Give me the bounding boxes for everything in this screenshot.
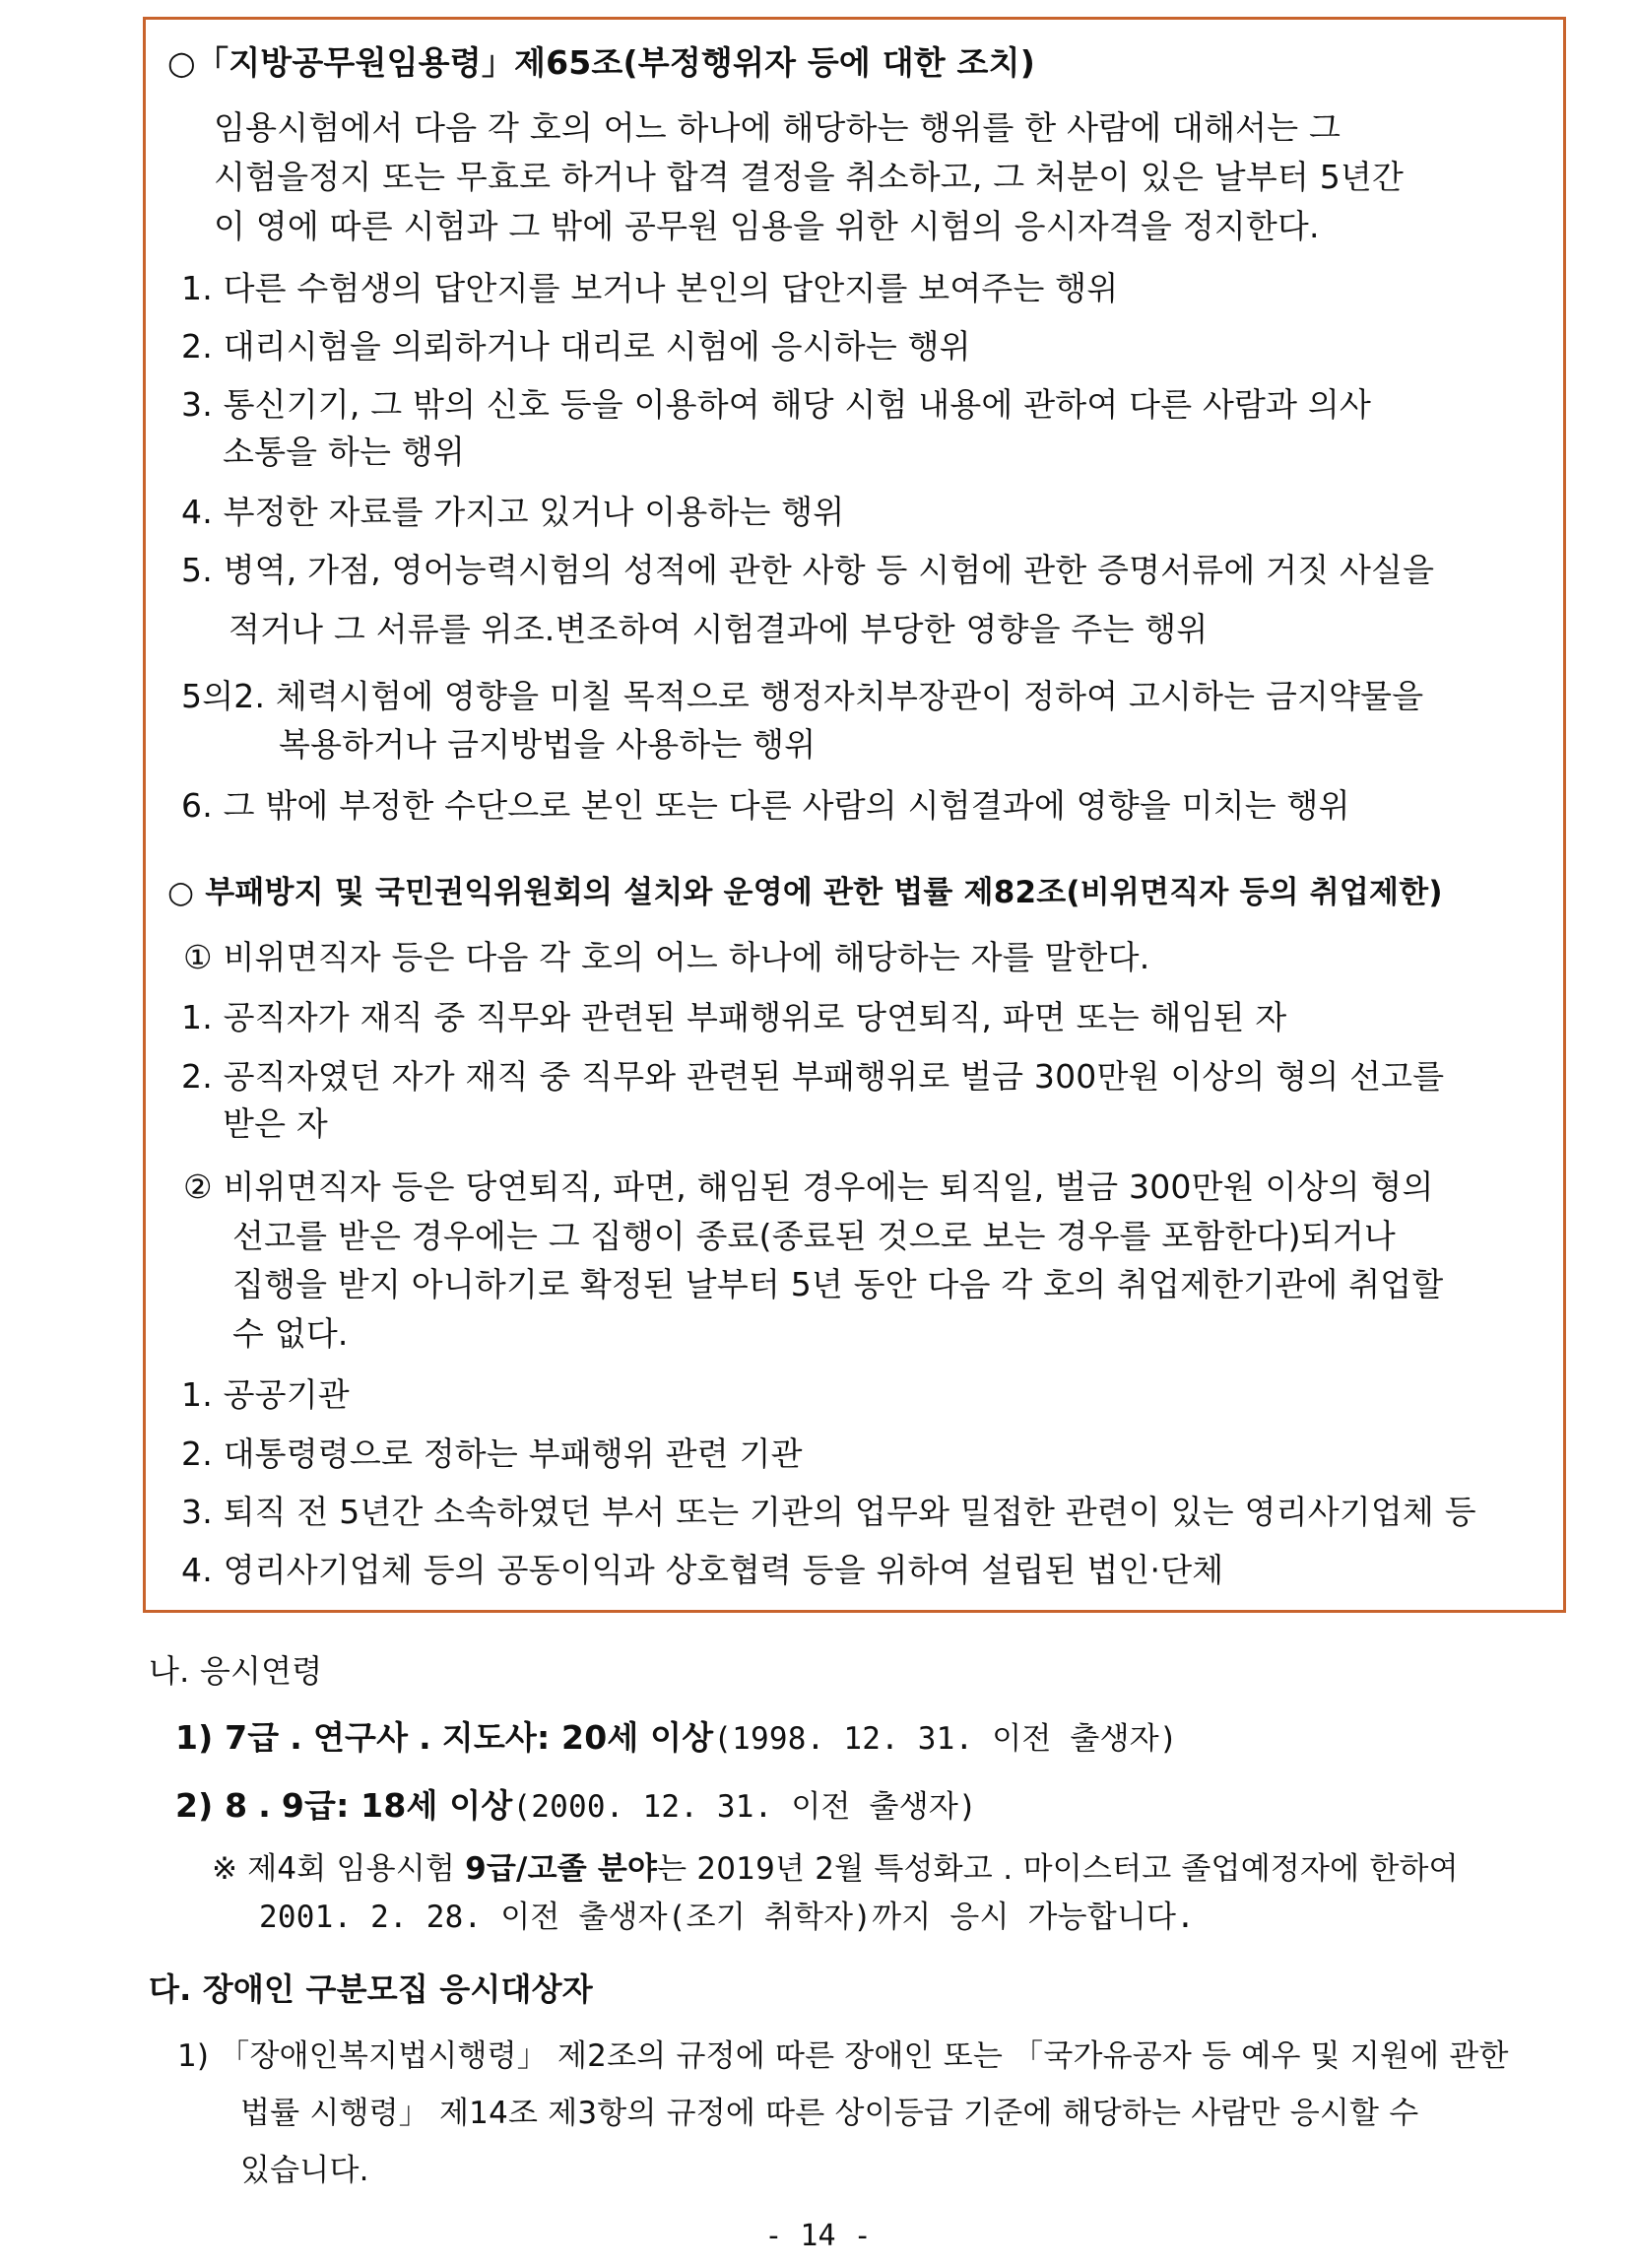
age-item-1 — [175, 1717, 1178, 1760]
section2-clause-2-item-2: 2. 대통령령으로 정하는 부패행위 관련 기관 — [181, 1434, 803, 1473]
age-item-2-detail: (2000. 12. 31. 이전 출생자) — [512, 1789, 977, 1825]
age-item-2-label: 2) 8 ․ 9급: 18세 이상 — [175, 1786, 513, 1825]
age-item-1-label: 1) 7급 ․ 연구사 ․ 지도사: 20세 이상 — [175, 1718, 714, 1757]
disability-line-2: 법률 시행령」 제14조 제3항의 규정에 따른 상이등급 기준에 해당하는 사람만 응시할 수 — [240, 2096, 1419, 2131]
section2-clause-2-cont-1: 선고를 받은 경우에는 그 집행이 종료(종료된 것으로 보는 경우를 포함한다)되거나 — [232, 1217, 1396, 1255]
section1-item-3: 3. 통신기기, 그 밖의 신호 등을 이용하여 해당 시험 내용에 관하여 다른 사람과 의사 — [181, 385, 1372, 424]
section2-clause-1-item-1: 1. 공직자가 재직 중 직무와 관련된 부패행위로 당연퇴직, 파면 또는 해임된 자 — [181, 998, 1287, 1036]
section1-item-1: 1. 다른 수험생의 답안지를 보거나 본인의 답안지를 보여주는 행위 — [181, 269, 1119, 307]
section2-clause-2: ② 비위면직자 등은 당연퇴직, 파면, 해임된 경우에는 퇴직일, 벌금 300만원 이상의 형의 — [183, 1167, 1434, 1206]
section2-clause-1: ① 비위면직자 등은 다음 각 호의 어느 하나에 해당하는 자를 말한다. — [183, 938, 1150, 976]
section2-title: ○ 부패방지 및 국민권익위원회의 설치와 운영에 관한 법률 제82조(비위면직자 등의 취업제한) — [167, 875, 1443, 910]
section1-item-3-cont: 소통을 하는 행위 — [223, 433, 465, 471]
section1-intro-line-2: 시험을정지 또는 무효로 하거나 합격 결정을 취소하고, 그 처분이 있은 날부터 5년간 — [214, 158, 1405, 196]
section2-clause-1-item-2-cont: 받은 자 — [223, 1104, 328, 1143]
section1-intro-line-3: 이 영에 따른 시험과 그 밖에 공무원 임용을 위한 시험의 응시자격을 정지한다. — [214, 207, 1320, 245]
age-note-line-2: 2001. 2. 28. 이전 출생자(조기 취학자)까지 응시 가능합니다. — [259, 1900, 1196, 1935]
section1-title: ○「지방공무원임용령」제65조(부정행위자 등에 대한 조치) — [167, 43, 1035, 82]
section1-intro-line-1: 임용시험에서 다음 각 호의 어느 하나에 해당하는 행위를 한 사람에 대해서는 그 — [214, 108, 1342, 147]
section2-clause-2-item-4: 4. 영리사기업체 등의 공동이익과 상호협력 등을 위하여 설립된 법인·단체 — [181, 1551, 1224, 1589]
section2-clause-2-cont-2: 집행을 받지 아니하기로 확정된 날부터 5년 동안 다음 각 호의 취업제한기관에 취업할 — [232, 1265, 1444, 1303]
disability-line-1: 1) 「장애인복지법시행령」 제2조의 규정에 따른 장애인 또는 「국가유공자 등 예우 및 지원에 관한 — [177, 2038, 1509, 2074]
age-note-highlight: 9급/고졸 분야 — [465, 1851, 658, 1887]
section1-item-5-2: 5의2. 체력시험에 영향을 미칠 목적으로 행정자치부장관이 정하여 고시하는 금지약물을 — [181, 677, 1424, 715]
section1-item-6: 6. 그 밖에 부정한 수단으로 본인 또는 다른 사람의 시험결과에 영향을 미치는 행위 — [181, 786, 1350, 825]
section1-item-2: 2. 대리시험을 의뢰하거나 대리로 시험에 응시하는 행위 — [181, 327, 971, 366]
section1-item-4: 4. 부정한 자료를 가지고 있거나 이용하는 행위 — [181, 493, 845, 531]
section2-clause-2-item-3: 3. 퇴직 전 5년간 소속하였던 부서 또는 기관의 업무와 밀접한 관련이 있는 영리사기업체 등 — [181, 1493, 1476, 1531]
disability-heading: 다. 장애인 구분모집 응시대상자 — [149, 1970, 593, 2008]
section1-item-5-cont: 적거나 그 서류를 위조.변조하여 시험결과에 부당한 영향을 주는 행위 — [229, 610, 1209, 648]
age-note-suffix: 는 2019년 2월 특성화고 ․ 마이스터고 졸업예정자에 한하여 — [657, 1851, 1459, 1887]
section1-item-5-2-cont: 복용하거나 금지방법을 사용하는 행위 — [279, 725, 817, 764]
section2-clause-2-cont-3: 수 없다. — [232, 1314, 349, 1353]
age-item-2 — [175, 1785, 977, 1828]
section2-clause-2-item-1: 1. 공공기관 — [181, 1375, 350, 1414]
section1-item-5: 5. 병역, 가점, 영어능력시험의 성적에 관한 사항 등 시험에 관한 증명서류에 거짓 사실을 — [181, 551, 1435, 589]
age-heading: 나. 응시연령 — [149, 1652, 323, 1690]
age-item-1-detail: (1998. 12. 31. 이전 출생자) — [713, 1721, 1178, 1757]
page-number: - 14 - — [764, 2219, 872, 2253]
section2-clause-1-item-2: 2. 공직자였던 자가 재직 중 직무와 관련된 부패행위로 벌금 300만원 이상의 형의 선고를 — [181, 1057, 1445, 1096]
disability-line-3: 있습니다. — [240, 2153, 369, 2188]
age-note-prefix: ※ 제4회 임용시험 — [212, 1851, 466, 1887]
age-note — [212, 1848, 1459, 1890]
